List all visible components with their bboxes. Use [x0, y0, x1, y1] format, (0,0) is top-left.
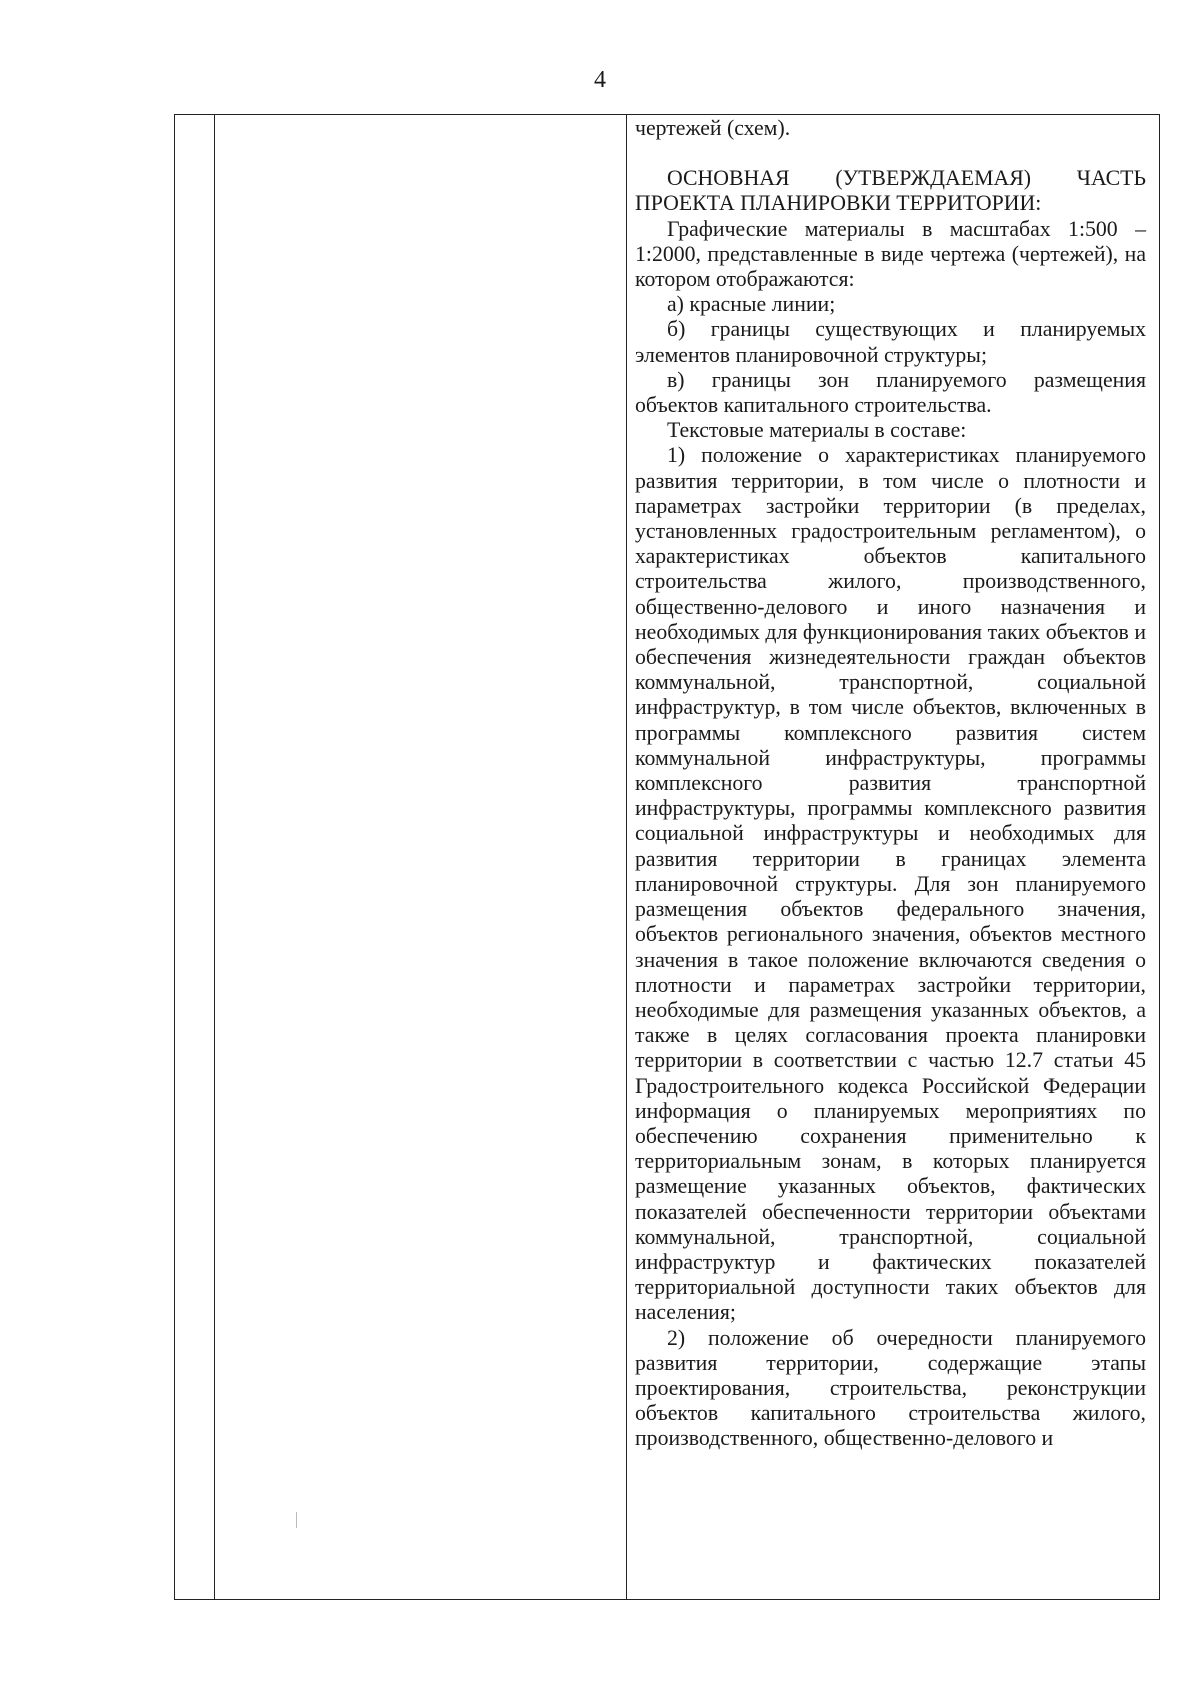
table-right-border [1159, 114, 1160, 1600]
section-heading: ОСНОВНАЯ (УТВЕРЖДАЕМАЯ) ЧАСТЬ ПРОЕКТА ПЛАНИРОВКИ ТЕРРИТОРИИ: [635, 166, 1146, 216]
table-left-border [174, 114, 175, 1600]
scan-mark [296, 1512, 297, 1528]
content-cell [635, 116, 1146, 1452]
document-table [174, 114, 1160, 1600]
table-top-border [174, 114, 1160, 115]
list-item-c: в) границы зон планируемого размещения объектов капитального строительства. [635, 367, 1146, 418]
text-materials-intro: Текстовые материалы в составе: [667, 418, 967, 443]
list-item-b: б) границы существующих и планируемых элементов планировочной структуры; [635, 317, 1146, 367]
graphic-materials-intro: Графические материалы в масштабах 1:500 – 1:2000, представленные в виде чертежа (чертежей), на котором отображаются: [635, 216, 1146, 292]
continuation-text: чертежей (схем). [635, 116, 791, 140]
table-bottom-border [174, 1599, 1160, 1600]
column-divider-2 [626, 114, 627, 1600]
list-item-a: а) красные линии; [667, 292, 836, 317]
list-item-1: 1) положение о характеристиках планируемого развития территории, в том числе о плотности и параметрах застройки территории (в пределах, установленных градостроительным регламентом), о характеристиках объектов капитального строительства жилого, производственного, общественно-делового и иного назначения и необходимых для функционирования таких объектов и обеспечения жизнедеятельности граждан объектов коммунальной, транспортной, социальной инфраструктур, в том числе объектов, включенных в программы комплексного развития систем коммунальной инфраструктуры, программы комплексного развития транспортной инфраструктуры, программы комплексного развития социальной инфраструктуры и необходимых для развития территории в границах элемента планировочной структуры. Для зон планируемого размещения объектов федерального значения, объектов регионального значения, объектов местного значения в такое положение включаются сведения о плотности и параметрах застройки территории, необходимые для размещения указанных объектов, а также в целях согласования проекта планировки территории в соответствии с частью 12.7 статьи 45 Градостроительного кодекса Российской Федерации информация о планируемых мероприятиях по обеспечению сохранения применительно к территориальным зонам, в которых планируется размещение указанных объектов, фактических показателей обеспеченности территории объектами коммунальной, транспортной, социальной инфраструктур и фактических показателей территориальной доступности таких объектов для населения; [635, 443, 1146, 1325]
page-number: 4 [594, 67, 606, 93]
paragraph-spacer [635, 141, 1146, 166]
column-divider-1 [214, 114, 215, 1600]
list-item-2: 2) положение об очередности планируемого развития территории, содержащие этапы проектирования, строительства, реконструкции объектов капитального строительства жилого, производственного, общественно-делового и [635, 1325, 1146, 1451]
